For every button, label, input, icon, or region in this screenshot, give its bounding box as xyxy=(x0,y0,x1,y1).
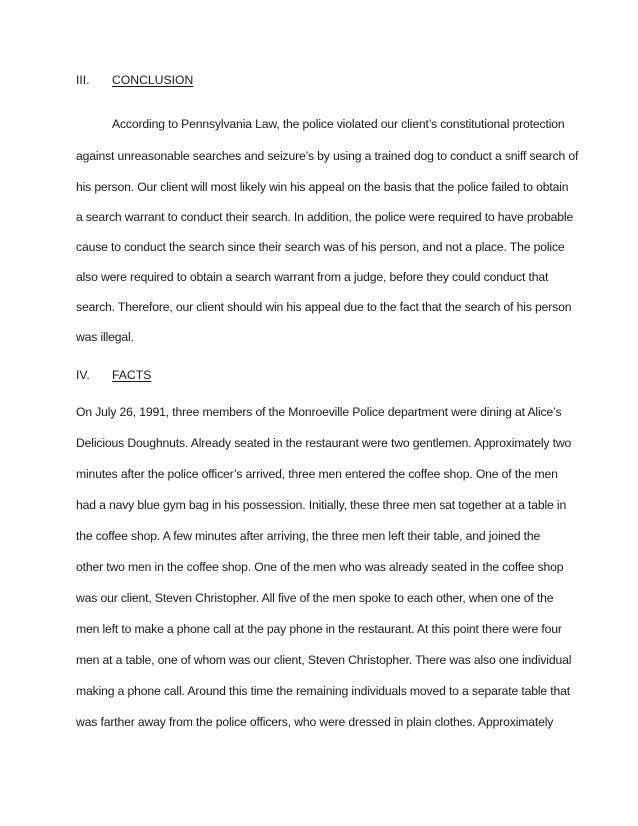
facts-line-9: men at a table, one of whom was our client, Steven Christopher. There was also one individual xyxy=(76,653,572,667)
facts-line-3: minutes after the police officer’s arrived, three men entered the coffee shop. One of the men xyxy=(76,467,558,481)
facts-line-2: Delicious Doughnuts. Already seated in the restaurant were two gentlemen. Approximately two xyxy=(76,436,572,450)
facts-line-6: other two men in the coffee shop. One of the men who was already seated in the coffee shop xyxy=(76,560,564,574)
conclusion-line-1: According to Pennsylvania Law, the police violated our client’s constitutional protection xyxy=(112,117,565,131)
facts-line-1: On July 26, 1991, three members of the Monroeville Police department were dining at Alice’s xyxy=(76,405,562,419)
facts-line-4: had a navy blue gym bag in his possession. Initially, these three men sat together at a table in xyxy=(76,498,567,512)
facts-line-8: men left to make a phone call at the pay phone in the restaurant. At this point there were four xyxy=(76,622,562,636)
section-4-number: IV. xyxy=(76,368,90,382)
facts-line-11: was farther away from the police officers, who were dressed in plain clothes. Approximately xyxy=(76,715,554,729)
conclusion-line-6: also were required to obtain a search warrant from a judge, before they could conduct that xyxy=(76,270,549,284)
facts-line-10: making a phone call. Around this time the remaining individuals moved to a separate table that xyxy=(76,684,571,698)
section-3-number: III. xyxy=(76,73,90,87)
conclusion-line-2: against unreasonable searches and seizure’s by using a trained dog to conduct a sniff search of xyxy=(76,149,579,163)
conclusion-line-7: search. Therefore, our client should win his appeal due to the fact that the search of his person xyxy=(76,300,572,314)
facts-line-5: the coffee shop. A few minutes after arriving, the three men left their table, and joined the xyxy=(76,529,541,543)
conclusion-line-3: his person. Our client will most likely win his appeal on the basis that the police failed to obtain xyxy=(76,180,569,194)
conclusion-line-4: a search warrant to conduct their search. In addition, the police were required to have probable xyxy=(76,210,574,224)
conclusion-line-5: cause to conduct the search since their search was of his person, and not a place. The police xyxy=(76,240,565,254)
section-4-title: FACTS xyxy=(112,368,152,382)
section-3-title: CONCLUSION xyxy=(112,73,194,87)
facts-line-7: was our client, Steven Christopher. All five of the men spoke to each other, when one of the xyxy=(76,591,554,605)
conclusion-line-8: was illegal. xyxy=(76,330,134,344)
